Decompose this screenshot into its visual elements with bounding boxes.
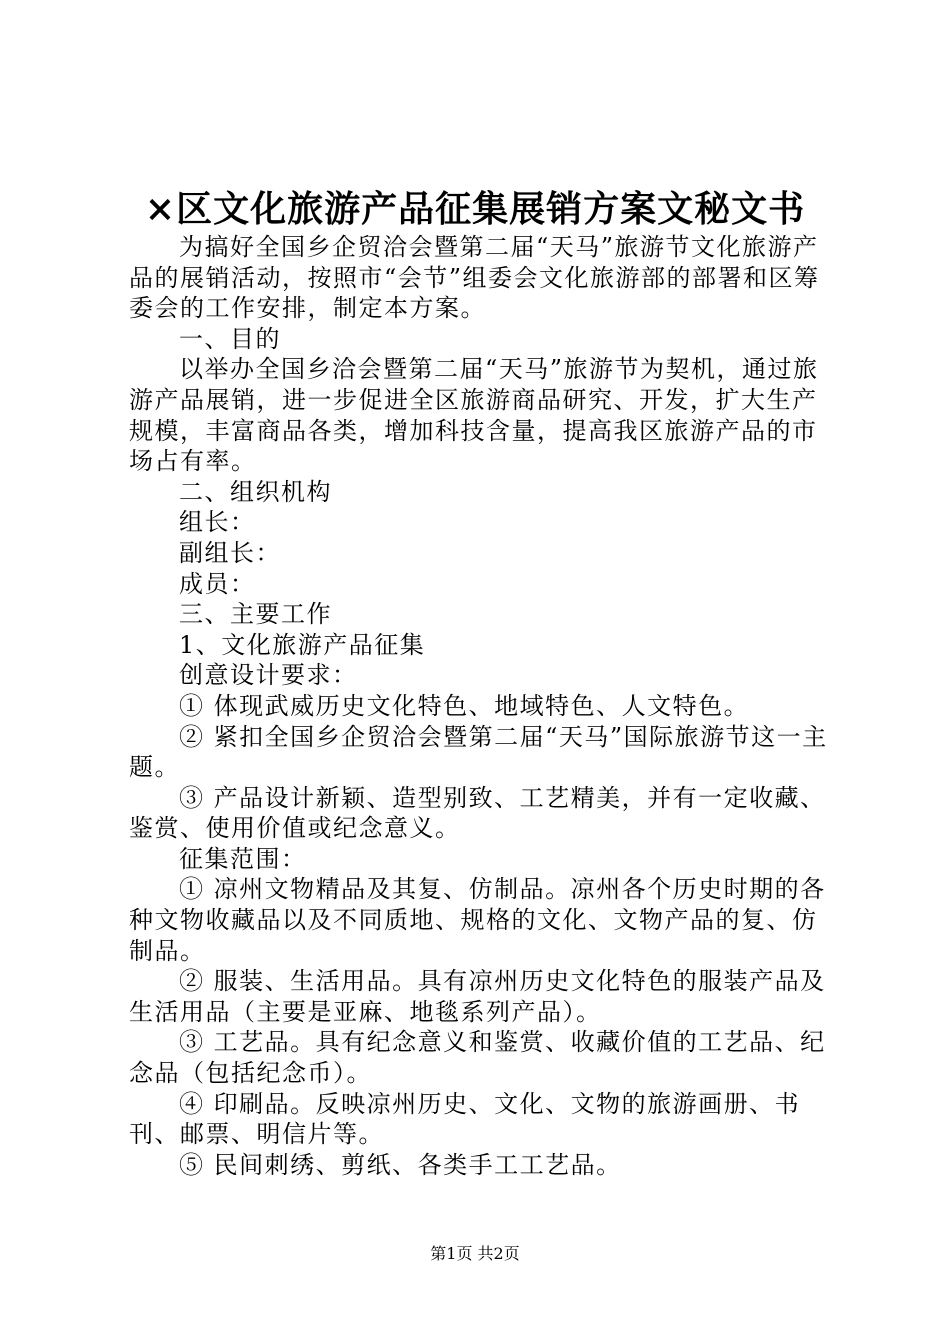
page-footer: 第1页 共2页 <box>430 1244 520 1263</box>
list-item: ④ 印刷品。反映凉州历史、文化、文物的旅游画册、书刊、邮票、明信片等。 <box>129 1089 801 1149</box>
paragraph-intro: 为搞好全国乡企贸洽会暨第二届“天马”旅游节文化旅游产品的展销活动，按照市“会节”组委会文化旅游部的部署和区筹委会的工作安排，制定本方案。 <box>129 233 820 323</box>
list-item: ① 凉州文物精品及其复、仿制品。凉州各个历史时期的各种文物收藏品以及不同质地、规格的文化、文物产品的复、仿制品。 <box>129 875 826 965</box>
list-item: ③ 工艺品。具有纪念意义和鉴赏、收藏价值的工艺品、纪念品（包括纪念币）。 <box>129 1028 826 1088</box>
list-item: ② 紧扣全国乡企贸洽会暨第二届“天马”国际旅游节这一主题。 <box>129 722 828 782</box>
heading-organization: 二、组织机构 <box>179 477 332 506</box>
heading-main-work: 三、主要工作 <box>179 600 332 629</box>
line-deputy-leader: 副组长： <box>179 538 281 567</box>
line-members: 成员： <box>179 569 256 598</box>
list-item: ② 服装、生活用品。具有凉州历史文化特色的服装产品及生活用品（主要是亚麻、地毯系列产品）。 <box>129 967 826 1026</box>
label-collection-scope: 征集范围： <box>179 844 307 873</box>
list-item: ③ 产品设计新颖、造型别致、工艺精美，并有一定收藏、鉴赏、使用价值或纪念意义。 <box>129 783 826 843</box>
document-body <box>129 232 834 1180</box>
list-item: ⑤ 民间刺绣、剪纸、各类手工工艺品。 <box>179 1150 622 1179</box>
document-title: ×区文化旅游产品征集展销方案文秘文书 <box>144 188 806 230</box>
list-item: ① 体现武威历史文化特色、地域特色、人文特色。 <box>179 691 750 720</box>
heading-purpose: 一、目的 <box>179 324 281 353</box>
subheading-collection: 1、文化旅游产品征集 <box>179 630 426 659</box>
paragraph-purpose: 以举办全国乡洽会暨第二届“天马”旅游节为契机，通过旅游产品展销，进一步促进全区旅游商品研究、开发，扩大生产规模，丰富商品各类，增加科技含量，提高我区旅游产品的市场占有率。 <box>129 355 819 476</box>
line-group-leader: 组长： <box>179 508 256 537</box>
label-design-requirements: 创意设计要求： <box>179 661 358 690</box>
